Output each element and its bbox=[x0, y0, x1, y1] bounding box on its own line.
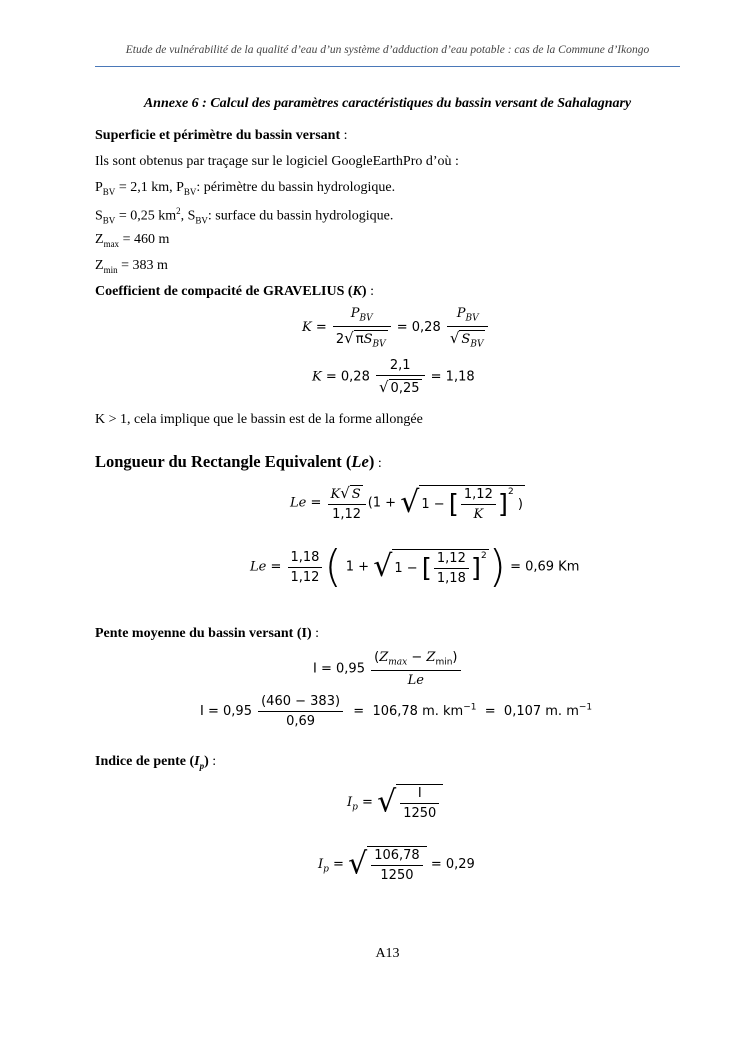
gravelius-heading: Coefficient de compacité de GRAVELIUS (K) : bbox=[95, 284, 374, 299]
header-divider bbox=[95, 66, 680, 67]
gravelius-conclusion: K > 1, cela implique que le bassin est de la forme allongée bbox=[95, 412, 423, 427]
slope-index-calculation: $I_p$ = √ $\frac{106,78}{1250}$ = 0,29 bbox=[318, 846, 475, 883]
slope-index-formula: $I_p$ = √ $\frac{I}{1250}$ bbox=[347, 784, 443, 821]
rectangle-calculation: Le = $\frac{1,18}{1,12}$ ( 1 + √ 1 − [ $\frac{1,12}{1,18}$ ]$^2$) = 0,69 Km bbox=[250, 541, 580, 592]
surface-intro: Ils sont obtenus par traçage sur le logiciel GoogleEarthPro d’où : bbox=[95, 154, 459, 169]
area-line: $S_{BV} = 0,25$ $km^2$, $S_{BV}$: surface du bassin hydrologique. bbox=[95, 206, 394, 226]
surface-heading: Superficie et périmètre du bassin versant : bbox=[95, 128, 348, 143]
perimeter-line: $P_{BV} = 2,1$ km, $P_{BV}$: périmètre du bassin hydrologique. bbox=[95, 180, 396, 197]
rectangle-formula: Le = $\frac{K√ S}{1,12}$ (1 + √ 1 − [ $\frac{1,12}{K}$ ]$^2$ ) bbox=[290, 484, 523, 522]
slope-formula: I = 0,95 $\frac{(Z_{max} - Z_{min})}{Le}$ bbox=[313, 650, 463, 688]
gravelius-calculation: K = 0,28 $\frac{2,1}{√ 0,25}$ = 1,18 bbox=[312, 358, 475, 396]
zmax-line: $Z_{max} = 460$ m bbox=[95, 232, 170, 249]
gravelius-formula: K = $\frac{P_{BV}}{2√ \pi S_{BV}}$ = 0,28 $\frac{P_{BV}}{√ S_{BV}}$ bbox=[302, 306, 490, 349]
slope-index-heading: Indice de pente $(I_p)$ : bbox=[95, 754, 217, 771]
slope-heading: Pente moyenne du bassin versant (I) : bbox=[95, 626, 320, 641]
slope-calculation: I = 0,95 $\frac{(460 - 383)}{0,69}$ = 106,78 m. $km^{-1} = 0,107$ m. $m^{-1}$ bbox=[200, 694, 593, 729]
running-header: Etude de vulnérabilité de la qualité d’eau d’un système d’adduction d’eau potable : cas de la Commune d’Ikongo bbox=[125, 44, 650, 56]
rectangle-heading: Longueur du Rectangle Equivalent (Le) : bbox=[95, 452, 382, 471]
zmin-line: $Z_{min} = 383$ m bbox=[95, 258, 168, 275]
page-number: A13 bbox=[375, 946, 400, 961]
annex-title: Annexe 6 : Calcul des paramètres caractéristiques du bassin versant de Sahalagnary bbox=[143, 96, 632, 111]
